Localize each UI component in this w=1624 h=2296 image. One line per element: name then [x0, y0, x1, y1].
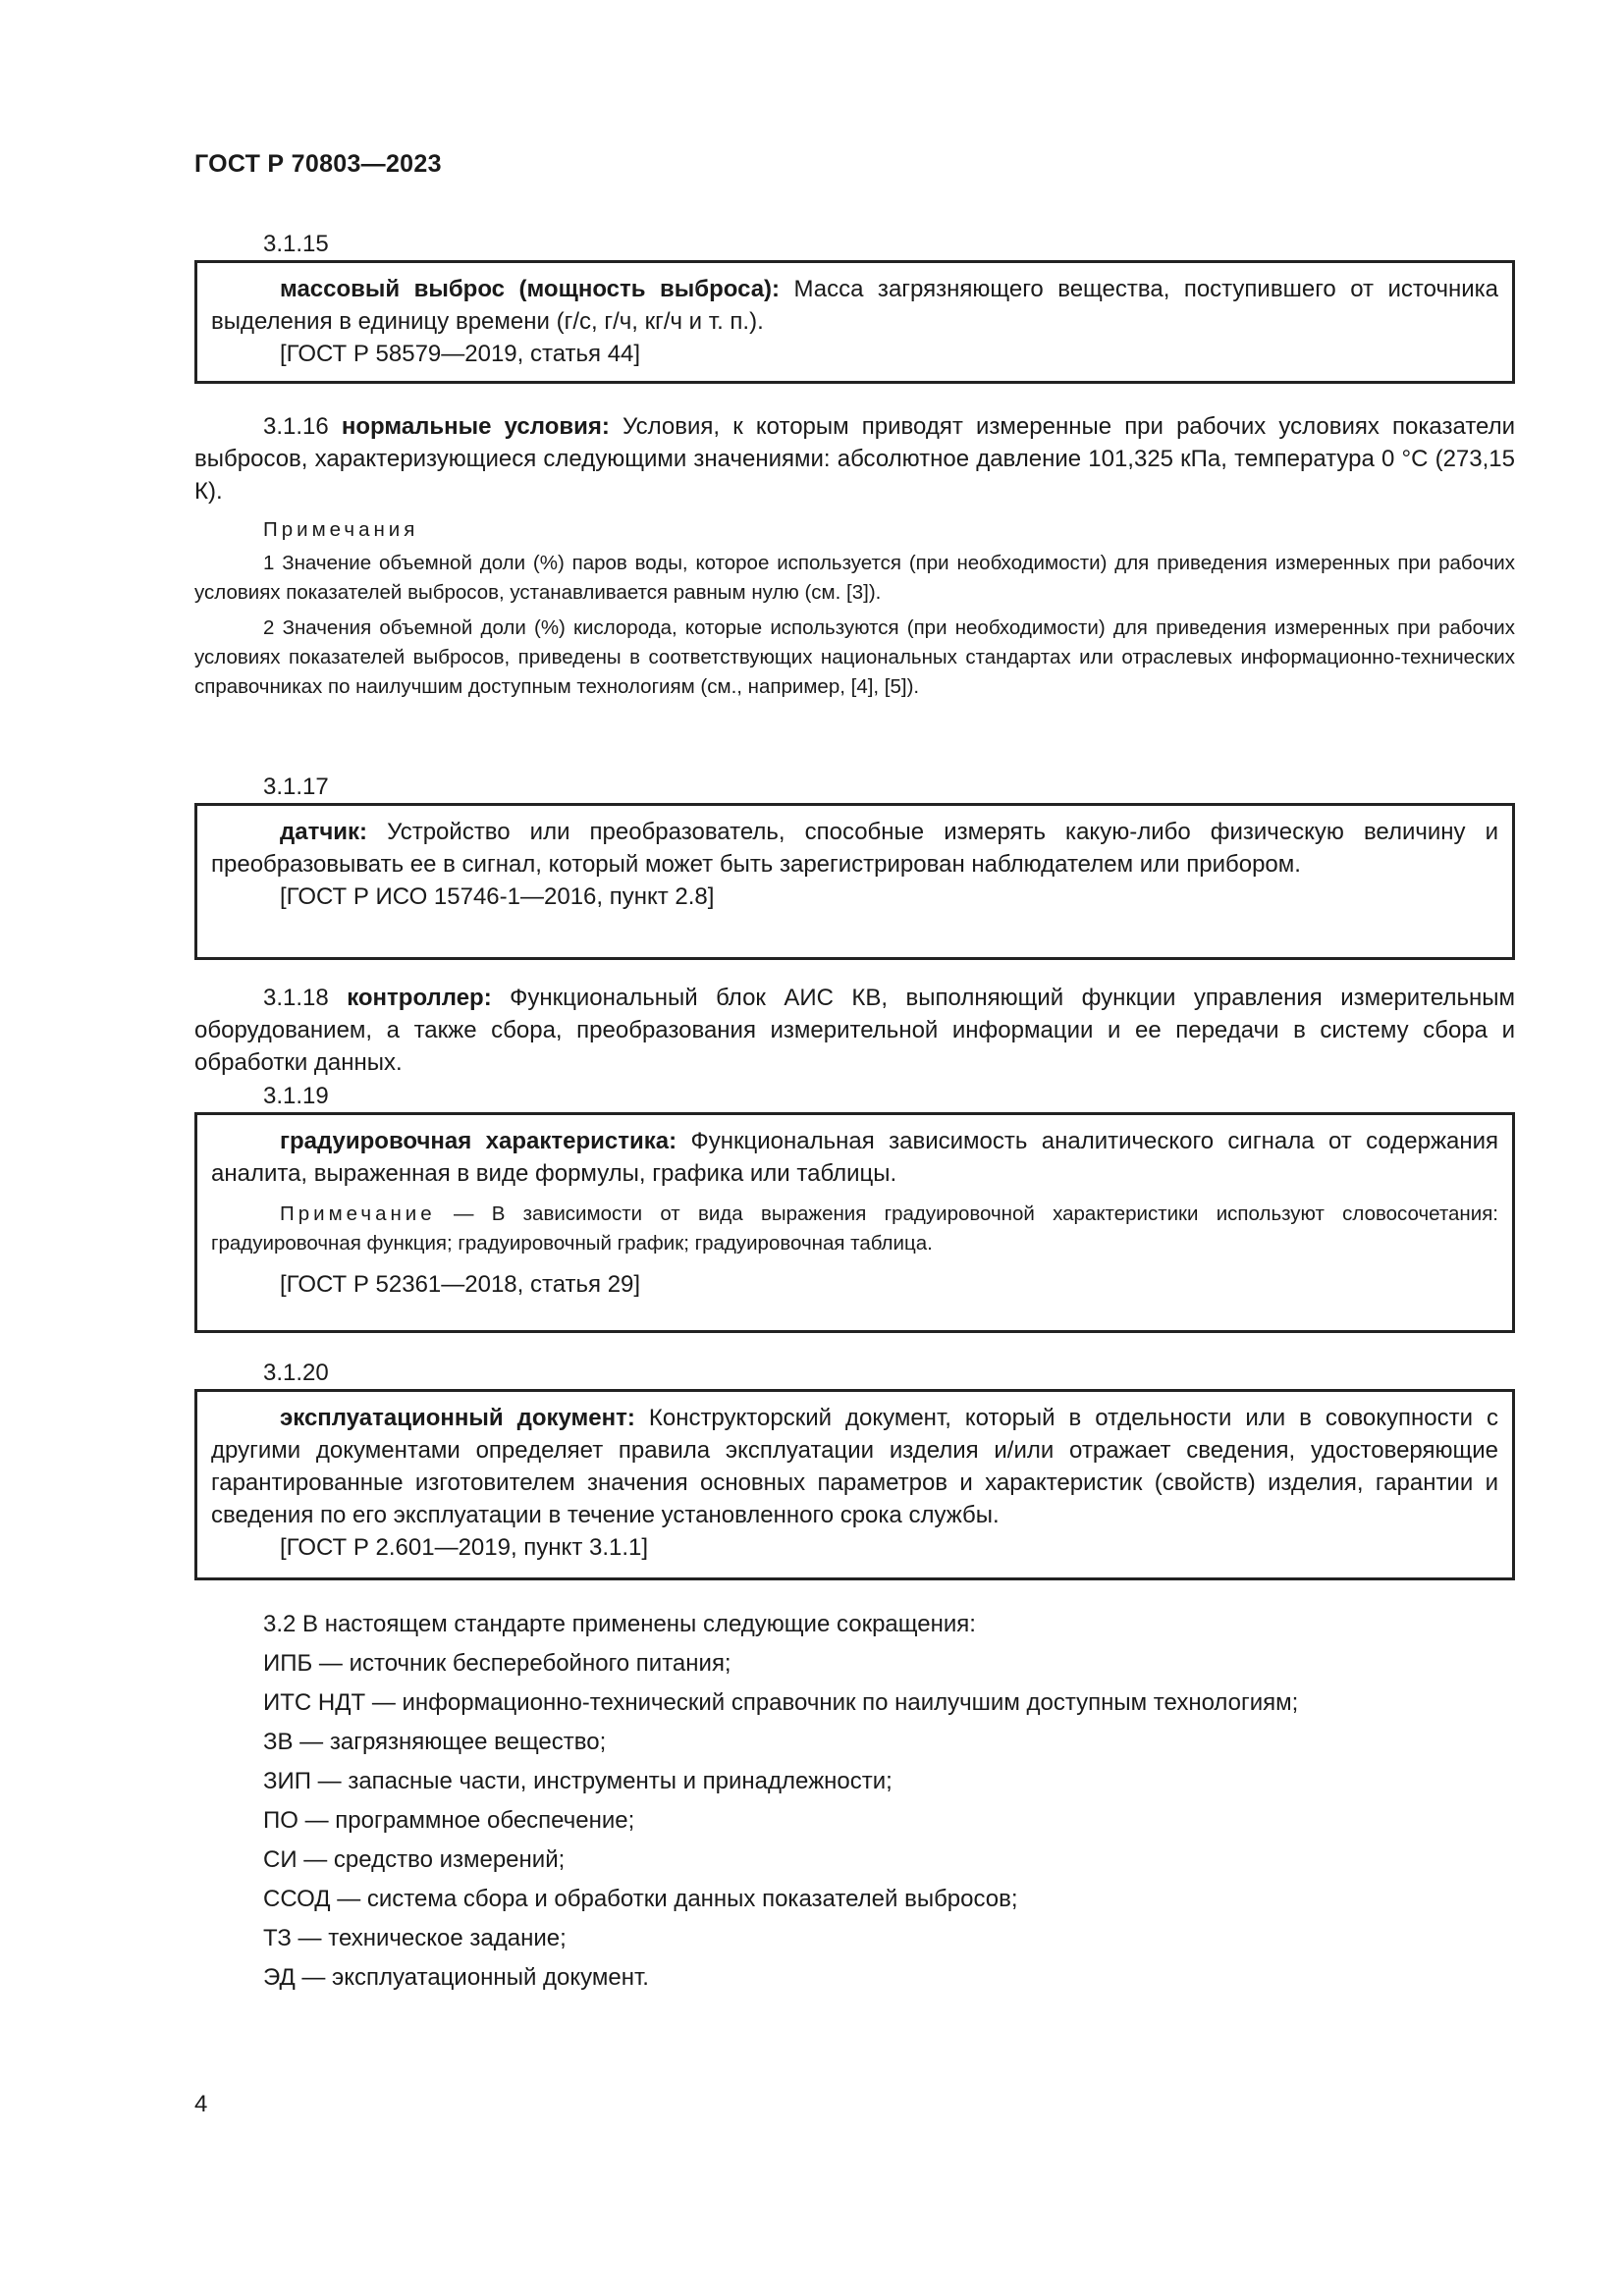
term-number-3-1-19: 3.1.19: [263, 1083, 329, 1109]
term-name: контроллер:: [347, 985, 492, 1011]
term-box-3-1-15: [194, 260, 1515, 384]
abbreviation-item: ПО — программное обеспечение;: [263, 1807, 635, 1834]
term-definition: [211, 816, 1498, 881]
definition-text: Конструкторский документ, который в отдельности или в совокупности с другими документами определяет правила эксплуатации изделия и/или отражает сведения, удостоверяющие гарантированные изготовителем значения основных параметров и характеристик (свойств) изделия, гарантии и сведения по его эксплуатации в течение установленного срока службы.: [211, 1405, 1499, 1528]
abbreviation-item: ССОД — система сбора и обработки данных показателей выбросов;: [263, 1886, 1018, 1912]
term-name: массовый выброс (мощность выброса):: [280, 276, 781, 302]
term-name: датчик:: [280, 819, 368, 845]
term-definition: [194, 982, 1515, 1079]
term-definition: [211, 1402, 1498, 1531]
term-name: нормальные условия:: [341, 413, 610, 440]
term-box-3-1-17: [194, 803, 1515, 960]
term-number-3-1-20: 3.1.20: [263, 1360, 329, 1386]
definition-text: Условия, к которым приводят измеренные при рабочих условиях показатели выбросов, характеризующиеся следующими значениями: абсолютное давление 101,325 кПа, температура 0 °С (273,15 К).: [194, 413, 1516, 505]
note-2: 2 Значения объемной доли (%) кислорода, которые используются (при необходимости) для приведения измеренных при рабочих условиях показателей выбросов, приведены в соответствующих национальных стандартах или отраслевых информационно-технических справочниках по наилучшим доступным технологиям (см., например, [4], [5]).: [194, 616, 1515, 698]
abbreviation-item: ЗИП — запасные части, инструменты и принадлежности;: [263, 1768, 893, 1794]
abbreviation-item: СИ — средство измерений;: [263, 1846, 566, 1873]
document-designation: ГОСТ Р 70803—2023: [194, 150, 442, 178]
term-definition: [211, 273, 1498, 338]
term-number: 3.1.16: [263, 413, 329, 440]
term-box-3-1-19: [194, 1112, 1515, 1333]
term-name: эксплуатационный документ:: [280, 1405, 635, 1431]
abbreviation-item: ИПБ — источник бесперебойного питания;: [263, 1650, 731, 1677]
notes-title: Примечания: [263, 518, 419, 541]
term-number: 3.1.18: [263, 985, 329, 1011]
abbreviation-item: ЗВ — загрязняющее вещество;: [263, 1729, 607, 1755]
page-number: 4: [194, 2091, 208, 2117]
term-3-1-16: [194, 410, 1515, 702]
term-name: градуировочная характеристика:: [280, 1128, 677, 1154]
note-text: — В зависимости от вида выражения градуировочной характеристики используют словосочетания: градуировочная функция; градуировочный график; градуировочная таблица.: [211, 1202, 1498, 1255]
abbreviations-section: [263, 1605, 1298, 1998]
term-3-1-18: [194, 982, 1515, 1079]
definition-text: Функциональный блок АИС КВ, выполняющий функции управления измерительным оборудованием, а также сбора, преобразования измерительной информации и ее передачи в систему сбора и обработки данных.: [194, 985, 1515, 1076]
source-reference: [ГОСТ Р 58579—2019, статья 44]: [280, 341, 641, 367]
abbreviations-intro: 3.2 В настоящем стандарте применены следующие сокращения:: [263, 1611, 976, 1637]
term-number-3-1-17: 3.1.17: [263, 774, 329, 800]
definition-text: Масса загрязняющего вещества, поступившего от источника выделения в единицу времени (г/с, г/ч, кг/ч и т. п.).: [211, 276, 1498, 335]
abbreviation-item: ТЗ — техническое задание;: [263, 1925, 567, 1951]
term-definition: [211, 1125, 1498, 1190]
source-reference: [ГОСТ Р ИСО 15746-1—2016, пункт 2.8]: [280, 883, 715, 910]
definition-text: Устройство или преобразователь, способные измерять какую-либо физическую величину и преобразовывать ее в сигнал, который может быть зарегистрирован наблюдателем или прибором.: [211, 819, 1499, 878]
term-number-3-1-15: 3.1.15: [263, 231, 329, 257]
term-note: [211, 1200, 1498, 1258]
note-title: Примечание: [280, 1202, 436, 1225]
term-box-3-1-20: [194, 1389, 1515, 1580]
abbreviation-item: ЭД — эксплуатационный документ.: [263, 1964, 649, 1991]
source-reference: [ГОСТ Р 2.601—2019, пункт 3.1.1]: [280, 1534, 649, 1561]
abbreviation-item: ИТС НДТ — информационно-технический справочник по наилучшим доступным технологиям;: [263, 1689, 1299, 1716]
source-reference: [ГОСТ Р 52361—2018, статья 29]: [280, 1271, 641, 1298]
term-definition: [194, 410, 1515, 507]
definition-text: Функциональная зависимость аналитического сигнала от содержания аналита, выраженная в виде формулы, графика или таблицы.: [211, 1128, 1499, 1187]
note-1: 1 Значение объемной доли (%) паров воды, которое используется (при необходимости) для приведения измеренных при рабочих условиях показателей выбросов, устанавливается равным нулю (см. [3]).: [194, 552, 1515, 604]
